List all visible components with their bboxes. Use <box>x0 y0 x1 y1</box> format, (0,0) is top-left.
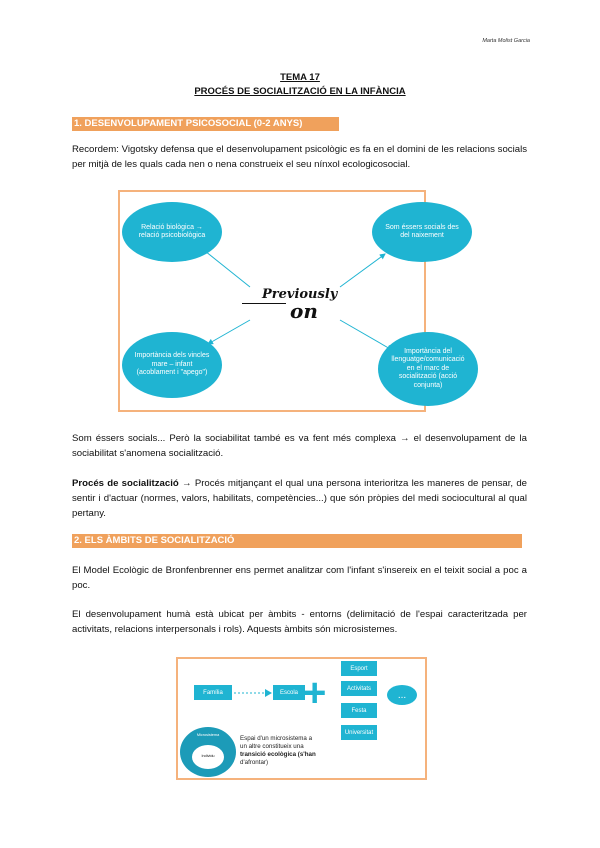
box-esport: Esport <box>341 661 377 676</box>
box-activitats: Activitats <box>341 681 377 696</box>
author-name: Marta Molist Garcia <box>482 38 530 44</box>
individual-label: Individu <box>201 754 215 758</box>
plus-icon: + <box>303 671 327 715</box>
node-social-beings: Som éssers socials des del naixement <box>372 202 472 262</box>
arrow-bottom-left <box>208 320 250 344</box>
intro-paragraph: Recordem: Vigotsky defensa que el desenvolupament psicològic es fa en el domini de les relacions socials per mitjà de les quals cada nen o nena construeix el seu nínxol ecologicosocial. <box>72 144 527 170</box>
box-universitat: Universitat <box>341 725 377 740</box>
bronfenbrenner-paragraph: El Model Ecològic de Bronfenbrenner ens permet analitzar com l'infant s'insereix en el teixit social a poc a poc. <box>72 565 527 591</box>
topic-number: TEMA 17 <box>280 72 320 83</box>
microsystem-label: Microsistema <box>196 733 220 737</box>
logo-underline <box>242 303 286 304</box>
arrow-top-right <box>340 254 385 287</box>
logo-previously-text: Previously <box>262 287 338 302</box>
sociability-paragraph: Som éssers socials... Però la sociabilitat també es va fent més complexa → el desenvolupament de la sociabilitat s'anomena socialització. <box>72 433 527 459</box>
arrow-bottom-right <box>340 320 392 350</box>
previously-on-logo <box>242 287 352 323</box>
node-mother-infant-bonds: Importància dels vincles mare – infant (acoblament i "apego") <box>122 332 222 398</box>
dashed-arrow <box>234 688 274 698</box>
previously-on-diagram <box>118 190 465 412</box>
definition-term: Procés de socialització <box>72 478 179 489</box>
microsystems-diagram <box>176 657 427 780</box>
thought-cloud-icon: ... <box>387 685 417 705</box>
node-language-importance: Importància del llenguatge/comunicació en el marc de socialització (acció conjunta) <box>378 332 478 406</box>
box-familia: Família <box>194 685 232 700</box>
page-title: PROCÉS DE SOCIALITZACIÓ EN LA INFÀNCIA <box>194 86 406 97</box>
box-festa: Festa <box>341 703 377 718</box>
transition-caption: Espai d'un microsistema a un altre constitueix una transició ecològica (s'han d'afrontar) <box>240 735 316 766</box>
node-biological-relation: Relació biològica → relació psicobiològica <box>122 202 222 262</box>
definition-text: → Procés mitjançant el qual una persona interioritza les maneres de pensar, de sentir i d'actuar (normes, valors, habilitats, competències...) que són pròpies del medi sociocultural al qual pertany. <box>72 478 528 519</box>
section-heading-2: 2. ELS ÀMBITS DE SOCIALITZACIÓ <box>72 534 522 548</box>
logo-on-text: on <box>290 299 318 323</box>
section-heading-1: 1. DESENVOLUPAMENT PSICOSOCIAL (0-2 ANYS) <box>72 117 339 131</box>
microsystems-paragraph: El desenvolupament humà està ubicat per àmbits - entorns (delimitació de l'espai caracteritzada per activitats, relacions interpersonals i rols). Aquests àmbits són microsistemes. <box>72 609 527 635</box>
socialization-definition <box>72 476 527 521</box>
box-escola: Escola <box>273 685 305 700</box>
